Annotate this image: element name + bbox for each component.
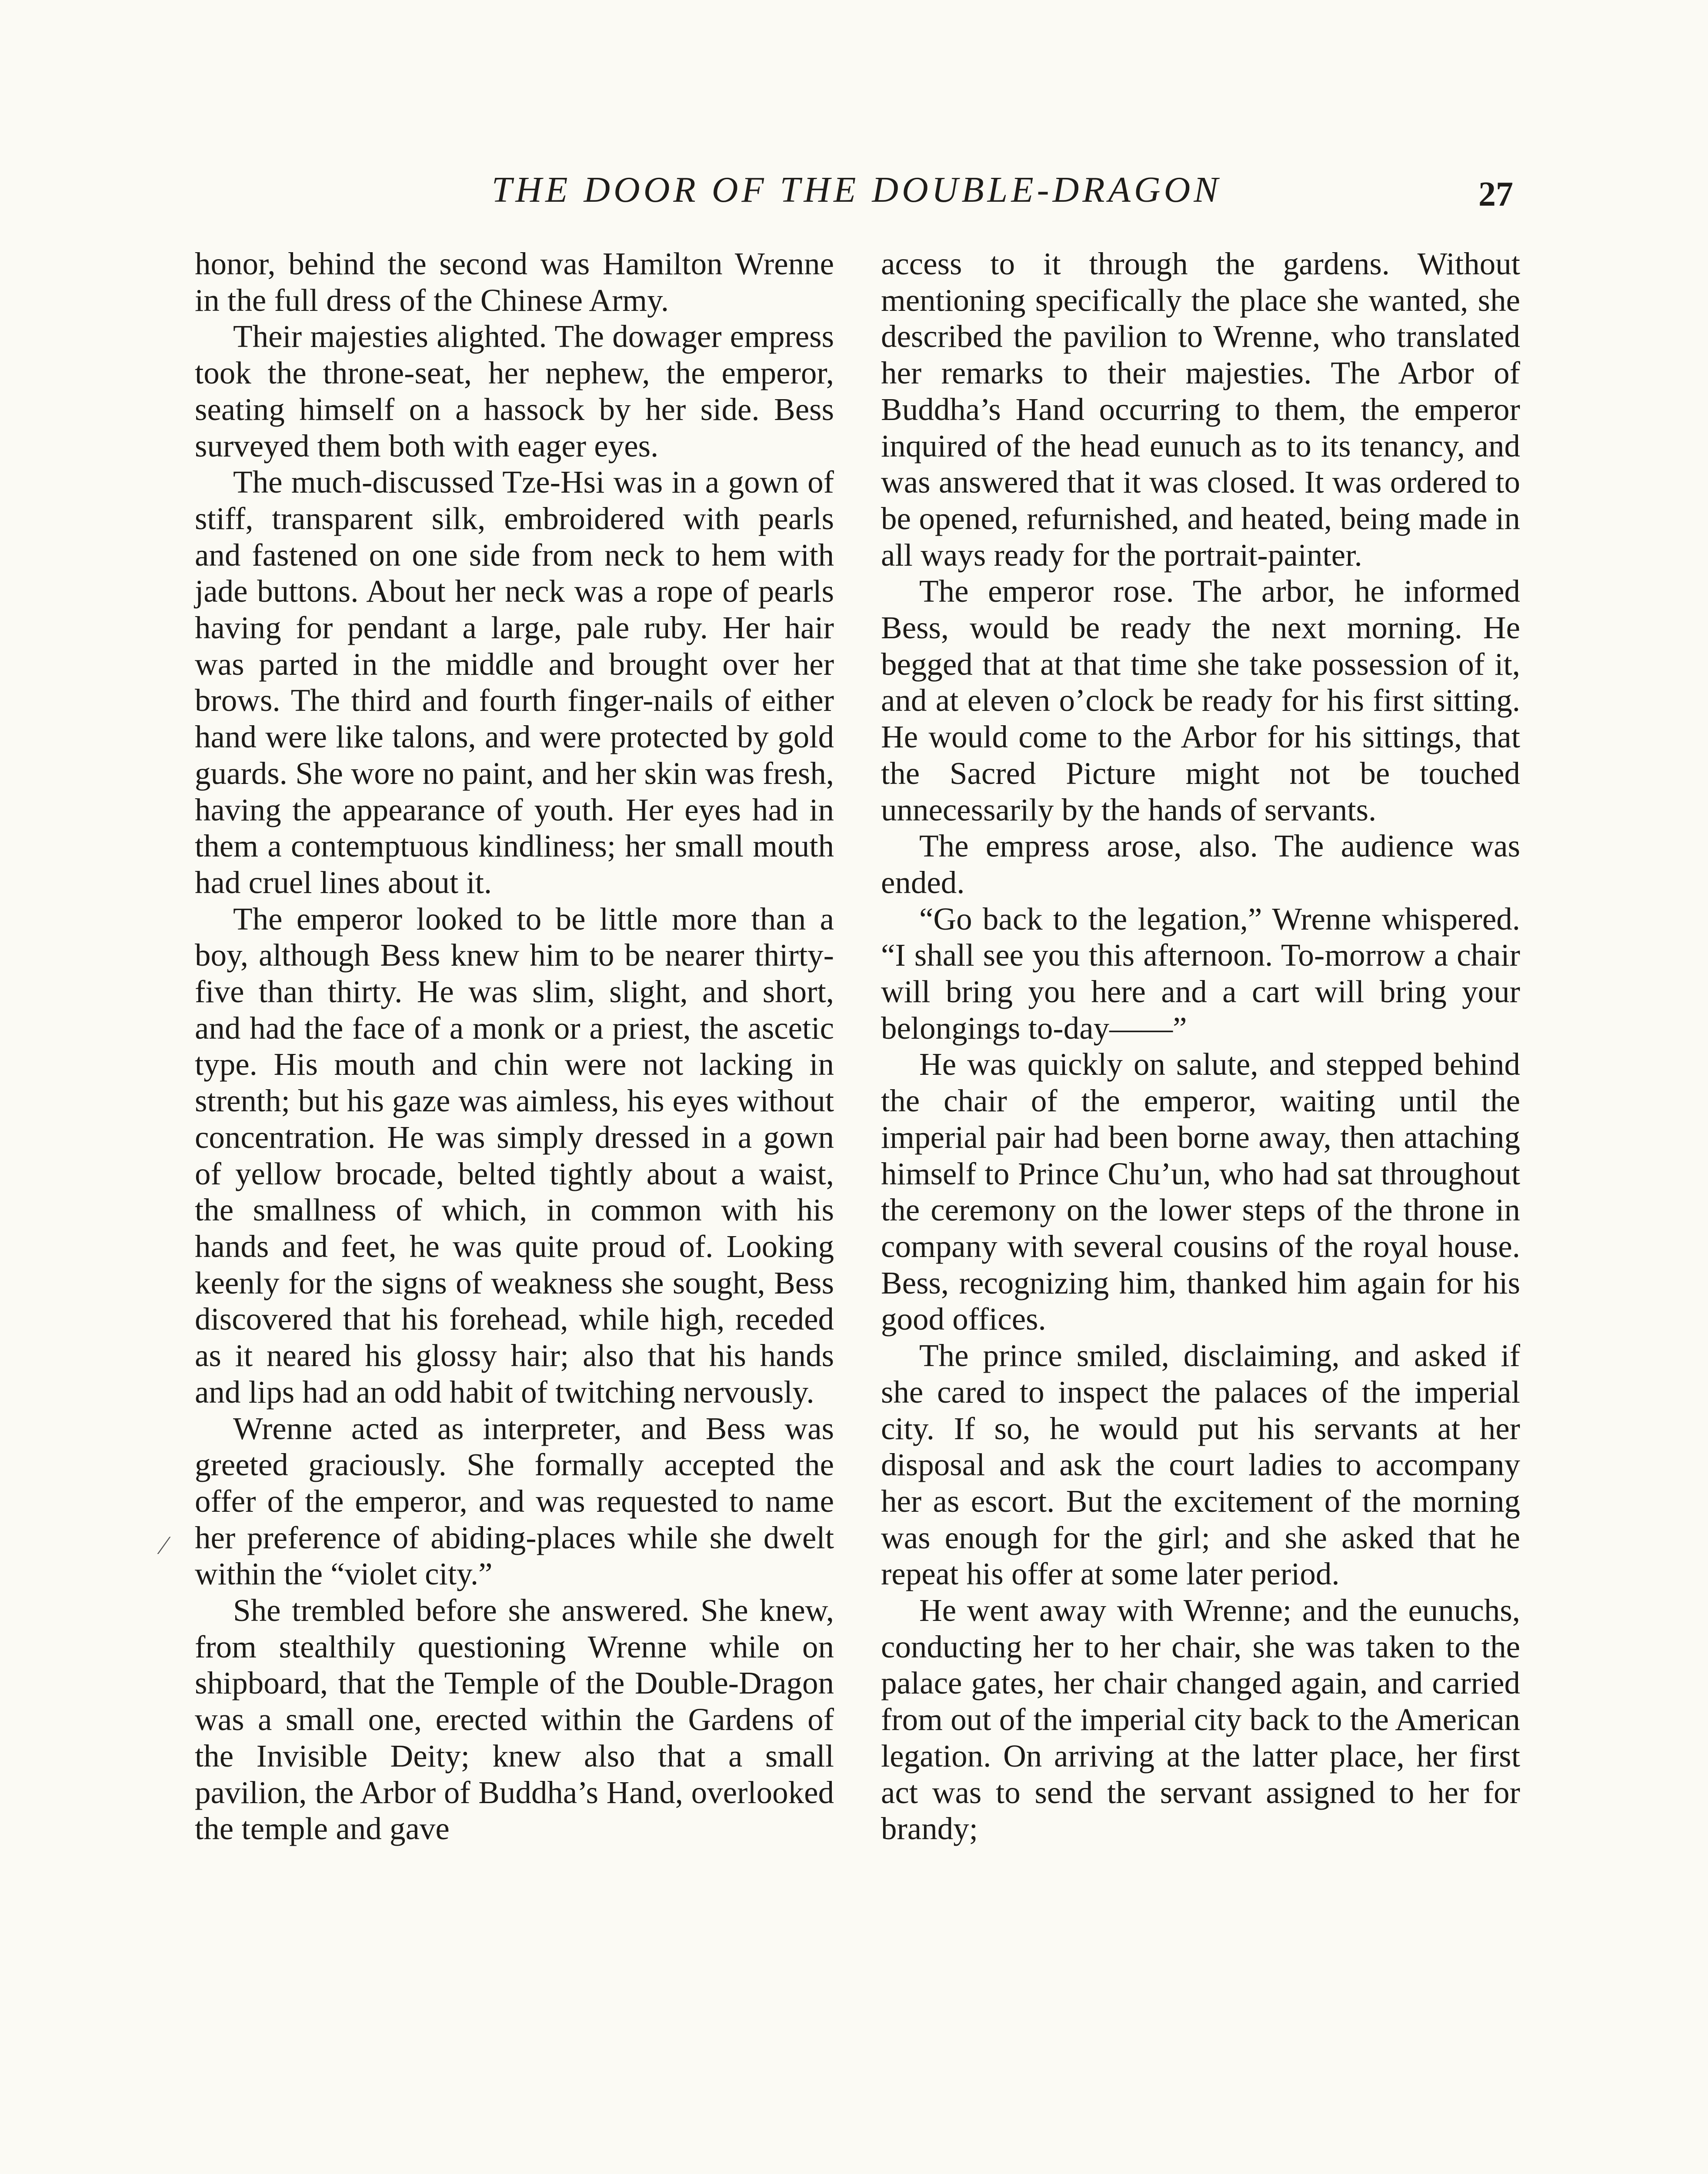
running-title: THE DOOR OF THE DOUBLE-DRAGON [491,170,1222,210]
paragraph: The much-discussed Tze-Hsi was in a gown of stiff, transparent silk, embroidered with pearls and fastened on one side from neck to hem with jade buttons. About her neck was a rope of pearls having for pendant a large, pale ruby. Her hair was parted in the middle and brought over her brows. The third and fourth finger-nails of either hand were like talons, and were protected by gold guards. She wore no paint, and her skin was fresh, having the appearance of youth. Her eyes had in them a contemptuous kindliness; her small mouth had cruel lines about it. [195,464,834,900]
paragraph: honor, behind the second was Hamilton Wrenne in the full dress of the Chinese Army. [195,246,834,318]
paragraph: He went away with Wrenne; and the eunuchs, conducting her to her chair, she was taken to the palace gates, her chair changed again, and carried from out of the imperial city back to the American legation. On arriving at the latter place, her first act was to send the servant assigned to her for brandy; [881,1593,1520,1847]
paragraph: Wrenne acted as interpreter, and Bess was greeted graciously. She formally accepted the offer of the emperor, and was requested to name her preference of abiding-places while she dwelt within the “violet city.” [195,1410,834,1592]
right-column [881,246,1520,1847]
paragraph: “Go back to the legation,” Wrenne whispered. “I shall see you this afternoon. To-morrow a chair will bring you here and a cart will bring your belongings to-day——” [881,901,1520,1046]
paragraph: The prince smiled, disclaiming, and asked if she cared to inspect the palaces of the imperial city. If so, he would put his servants at her disposal and ask the court ladies to accompany her as escort. But the excitement of the morning was enough for the girl; and she asked that he repeat his offer at some later period. [881,1338,1520,1592]
paragraph: The emperor looked to be little more than a boy, although Bess knew him to be nearer thirty-five than thirty. He was slim, slight, and short, and had the face of a monk or a priest, the ascetic type. His mouth and chin were not lacking in strenth; but his gaze was aimless, his eyes without concentration. He was simply dressed in a gown of yellow brocade, belted tightly about a waist, the smallness of which, in common with his hands and feet, he was quite proud of. Looking keenly for the signs of weakness she sought, Bess discovered that his forehead, while high, receded as it neared his glossy hair; also that his hands and lips had an odd habit of twitching nervously. [195,901,834,1410]
paragraph: access to it through the gardens. Without mentioning specifically the place she wanted, she described the pavilion to Wrenne, who translated her remarks to their majesties. The Arbor of Buddha’s Hand occurring to them, the emperor inquired of the head eunuch as to its tenancy, and was answered that it was closed. It was ordered to be opened, refurnished, and heated, being made in all ways ready for the portrait-painter. [881,246,1520,573]
paragraph: The emperor rose. The arbor, he informed Bess, would be ready the next morning. He begged that at that time she take possession of it, and at eleven o’clock be ready for his first sitting. He would come to the Arbor for his sittings, that the Sacred Picture might not be touched unnecessarily by the hands of servants. [881,574,1520,827]
margin-pencil-mark: ⁄ [162,1531,167,1560]
left-column [195,246,834,1847]
page-number: 27 [1478,175,1513,213]
paragraph: She trembled before she answered. She knew, from stealthily questioning Wrenne while on shipboard, that the Temple of the Double-Dragon was a small one, erected within the Gardens of the Invisible Deity; knew also that a small pavilion, the Arbor of Buddha’s Hand, overlooked the temple and gave [195,1593,834,1847]
paragraph: The empress arose, also. The audience was ended. [881,828,1520,900]
paragraph: He was quickly on salute, and stepped behind the chair of the emperor, waiting until the imperial pair had been borne away, then attaching himself to Prince Chu’un, who had sat throughout the ceremony on the lower steps of the throne in company with several cousins of the royal house. Bess, recognizing him, thanked him again for his good offices. [881,1047,1520,1337]
paragraph: Their majesties alighted. The dowager empress took the throne-seat, her nephew, the emperor, seating himself on a hassock by her side. Bess surveyed them both with eager eyes. [195,319,834,463]
